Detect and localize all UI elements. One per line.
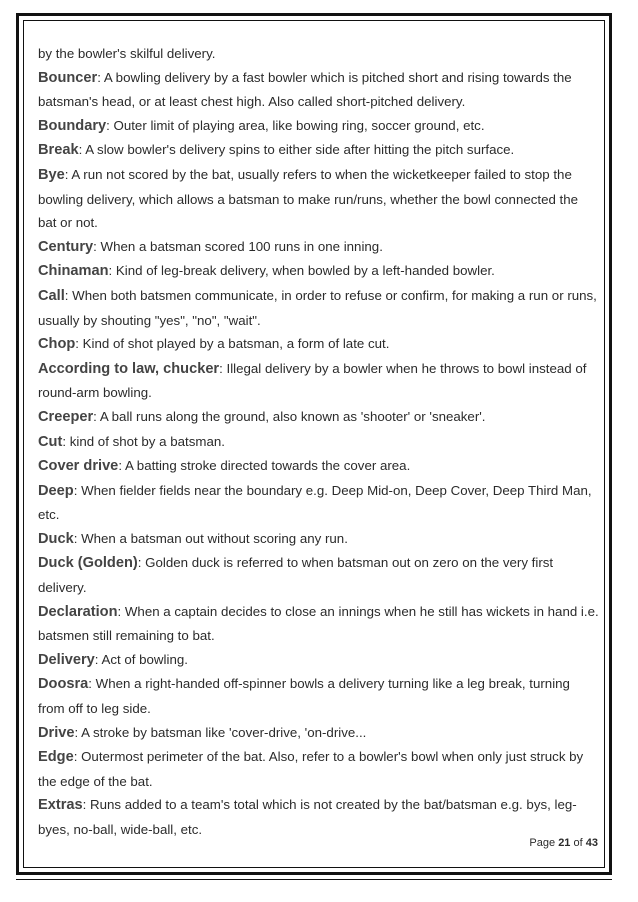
glossary-entry bbox=[38, 357, 600, 405]
glossary-term: Bouncer bbox=[38, 69, 98, 86]
glossary-entry bbox=[38, 745, 600, 793]
glossary-entry bbox=[38, 672, 600, 720]
glossary-entry bbox=[38, 284, 600, 332]
glossary-entry bbox=[38, 551, 600, 599]
glossary-entry bbox=[38, 430, 600, 455]
glossary-term: Century bbox=[38, 238, 94, 255]
glossary-entry bbox=[38, 479, 600, 527]
glossary-definition: : kind of shot by a batsman. bbox=[62, 433, 225, 449]
glossary-term: Delivery bbox=[38, 651, 95, 668]
glossary-term: Declaration bbox=[38, 603, 118, 620]
glossary-definition: : A run not scored by the bat, usually refers to when the wicketkeeper failed to stop the bowling delivery, which allows a batsman to make run/runs, whether the bowl connected the bat or not. bbox=[38, 166, 579, 231]
glossary-term: Chinaman bbox=[38, 263, 109, 280]
glossary-entry bbox=[38, 235, 600, 260]
page-label: Page bbox=[529, 837, 556, 849]
glossary-definition: : When a captain decides to close an innings when he still has wickets in hand i.e. batsmen still remaining to bat. bbox=[38, 603, 599, 644]
glossary-definition: : A ball runs along the ground, also known as 'shooter' or 'sneaker'. bbox=[93, 408, 486, 424]
glossary-content bbox=[38, 42, 600, 842]
glossary-term: Break bbox=[38, 142, 79, 159]
glossary-entry bbox=[38, 454, 600, 479]
glossary-term: Duck bbox=[38, 530, 74, 547]
glossary-definition: : Act of bowling. bbox=[94, 651, 188, 667]
glossary-term: Bye bbox=[38, 166, 65, 183]
glossary-term: Creeper bbox=[38, 408, 94, 425]
glossary-term: Boundary bbox=[38, 117, 107, 134]
glossary-definition: : Kind of shot played by a batsman, a form of late cut. bbox=[75, 336, 390, 352]
glossary-definition: : Golden duck is referred to when batsman out on zero on the very first delivery. bbox=[38, 555, 554, 596]
glossary-term: Cut bbox=[38, 433, 63, 450]
glossary-term: Duck (Golden) bbox=[38, 555, 138, 572]
page-number bbox=[529, 837, 598, 849]
glossary-term: Extras bbox=[38, 797, 83, 814]
glossary-entries bbox=[38, 66, 600, 842]
page-of: of bbox=[573, 837, 583, 849]
glossary-definition: : When a right-handed off-spinner bowls a delivery turning like a leg break, turning from off to leg side. bbox=[38, 676, 570, 717]
glossary-term: Chop bbox=[38, 336, 76, 353]
glossary-definition: : Illegal delivery by a bowler when he throws to bowl instead of round-arm bowling. bbox=[38, 360, 587, 401]
glossary-entry bbox=[38, 114, 600, 139]
glossary-definition: : A slow bowler's delivery spins to either side after hitting the pitch surface. bbox=[78, 142, 515, 158]
glossary-definition: : Outer limit of playing area, like bowing ring, soccer ground, etc. bbox=[106, 117, 485, 133]
glossary-term: Doosra bbox=[38, 676, 89, 693]
glossary-entry bbox=[38, 527, 600, 552]
glossary-entry bbox=[38, 259, 600, 284]
glossary-term: Cover drive bbox=[38, 458, 119, 475]
glossary-entry bbox=[38, 405, 600, 430]
glossary-term: Edge bbox=[38, 749, 74, 766]
glossary-entry bbox=[38, 66, 600, 114]
glossary-definition: : When both batsmen communicate, in order to refuse or confirm, for making a run or runs, usually by shouting "yes", "no", "wait". bbox=[38, 287, 597, 328]
continuation-text: by the bowler's skilful delivery. bbox=[38, 46, 216, 61]
page-border-bottom-rule bbox=[16, 879, 612, 880]
glossary-definition: : Runs added to a team's total which is not created by the bat/batsman e.g. bys, leg-byes, no-ball, wide-ball, etc. bbox=[38, 797, 577, 837]
glossary-entry bbox=[38, 600, 600, 648]
glossary-term: Deep bbox=[38, 482, 74, 499]
glossary-entry bbox=[38, 332, 600, 357]
glossary-entry bbox=[38, 138, 600, 163]
glossary-definition: : A stroke by batsman like 'cover-drive, 'on-drive... bbox=[74, 724, 367, 740]
glossary-entry bbox=[38, 793, 600, 841]
glossary-definition: : When fielder fields near the boundary e.g. Deep Mid-on, Deep Cover, Deep Third Man, etc. bbox=[38, 482, 592, 523]
page-total: 43 bbox=[585, 837, 598, 849]
glossary-definition: : Kind of leg-break delivery, when bowled by a left-handed bowler. bbox=[108, 263, 495, 279]
glossary-term: According to law, chucker bbox=[38, 360, 220, 377]
glossary-definition: : Outermost perimeter of the bat. Also, refer to a bowler's bowl when only just struck by the edge of the bat. bbox=[38, 749, 584, 789]
glossary-entry bbox=[38, 163, 600, 235]
glossary-definition: : When a batsman scored 100 runs in one inning. bbox=[93, 238, 383, 254]
glossary-entry bbox=[38, 721, 600, 746]
glossary-term: Drive bbox=[38, 724, 75, 741]
glossary-definition: : A bowling delivery by a fast bowler which is pitched short and rising towards the batsman's head, or at least chest high. Also called short-pitched delivery. bbox=[38, 69, 572, 110]
glossary-definition: : When a batsman out without scoring any run. bbox=[73, 530, 348, 546]
glossary-term: Call bbox=[38, 287, 65, 304]
glossary-definition: : A batting stroke directed towards the cover area. bbox=[118, 458, 411, 474]
glossary-entry bbox=[38, 648, 600, 673]
page-current: 21 bbox=[558, 837, 571, 849]
